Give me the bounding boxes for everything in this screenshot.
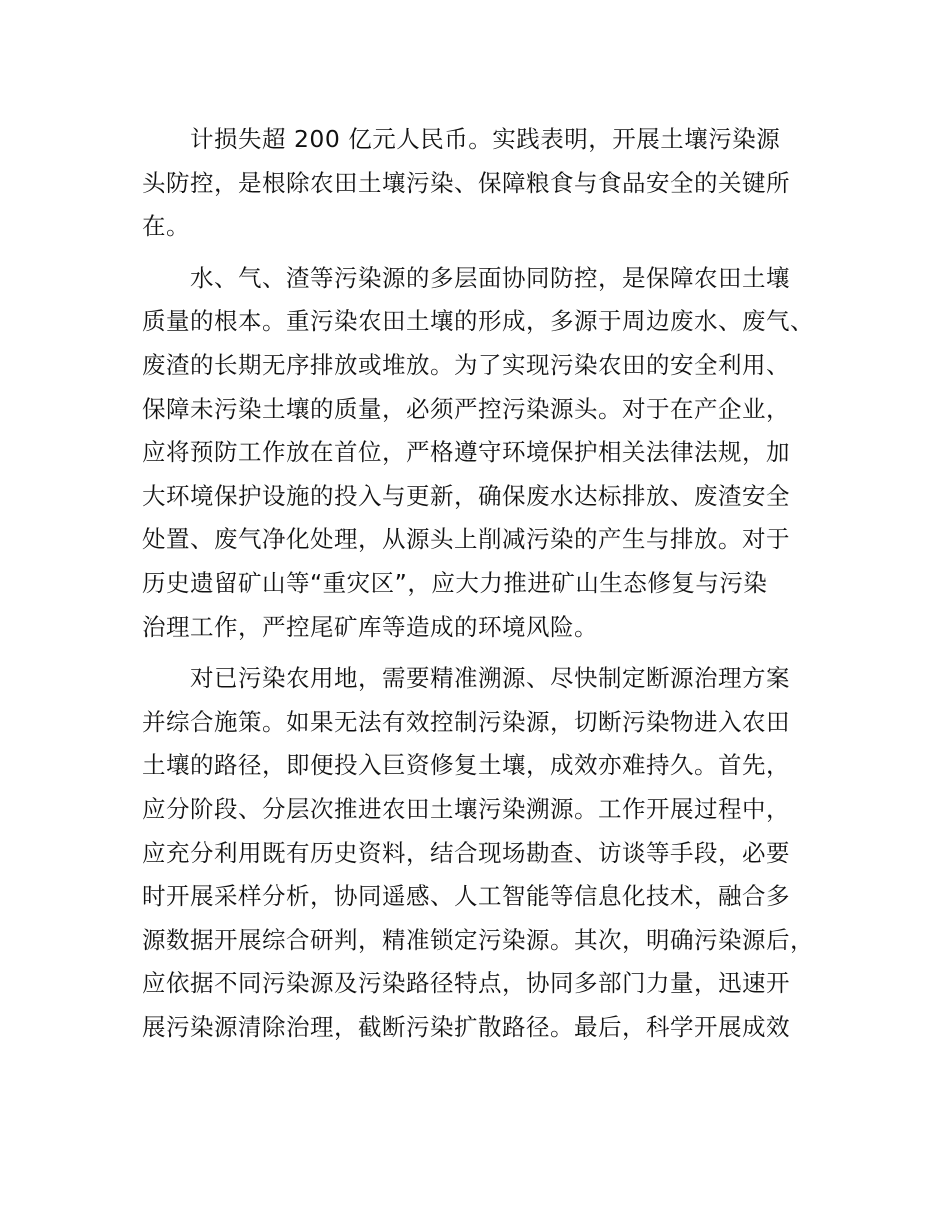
paragraph-2 xyxy=(142,260,842,652)
text-line: 土壤的路径，即便投入巨资修复土壤，成效亦难持久。首先， xyxy=(142,751,790,780)
text-line: 历史遗留矿山等“重灾区”，应大力推进矿山生态修复与污染 xyxy=(142,568,768,597)
text-line: 对已污染农用地，需要精准溯源、尽快制定断源治理方案 xyxy=(190,664,790,693)
text-line: 保障未污染土壤的质量，必须严控污染源头。对于在产企业， xyxy=(142,394,790,423)
text-line: 应充分利用既有历史资料，结合现场勘查、访谈等手段，必要 xyxy=(142,838,790,867)
text-line: 质量的根本。重污染农田土壤的形成，多源于周边废水、废气、 xyxy=(142,307,814,336)
text-line: 处置、废气净化处理，从源头上削减污染的产生与排放。对于 xyxy=(142,525,790,554)
paragraph-3 xyxy=(142,660,842,1052)
text-line: 源数据开展综合研判，精准锁定污染源。其次，明确污染源后， xyxy=(142,925,814,954)
text-line: 水、气、渣等污染源的多层面协同防控，是保障农田土壤 xyxy=(190,263,790,292)
text-line: 应分阶段、分层次推进农田土壤污染溯源。工作开展过程中， xyxy=(142,794,790,823)
text-line: 大环境保护设施的投入与更新，确保废水达标排放、废渣安全 xyxy=(142,481,790,510)
paragraph-1 xyxy=(142,121,842,252)
text-line: 应依据不同污染源及污染路径特点，协同多部门力量，迅速开 xyxy=(142,969,790,998)
text-line: 时开展采样分析，协同遥感、人工智能等信息化技术，融合多 xyxy=(142,882,790,911)
text-line: 头防控，是根除农田土壤污染、保障粮食与食品安全的关键所 xyxy=(142,168,790,197)
text-line: 治理工作，严控尾矿库等造成的环境风险。 xyxy=(142,612,598,641)
text-line: 应将预防工作放在首位，严格遵守环境保护相关法律法规，加 xyxy=(142,438,790,467)
text-line: 展污染源清除治理，截断污染扩散路径。最后，科学开展成效 xyxy=(142,1012,790,1041)
text-line: 废渣的长期无序排放或堆放。为了实现污染农田的安全利用、 xyxy=(142,350,790,379)
document-page xyxy=(142,121,842,1060)
text-line: 在。 xyxy=(142,212,190,241)
text-line: 并综合施策。如果无法有效控制污染源，切断污染物进入农田 xyxy=(142,707,790,736)
text-line: 计损失超 200 亿元人民币。实践表明，开展土壤污染源 xyxy=(190,125,781,153)
